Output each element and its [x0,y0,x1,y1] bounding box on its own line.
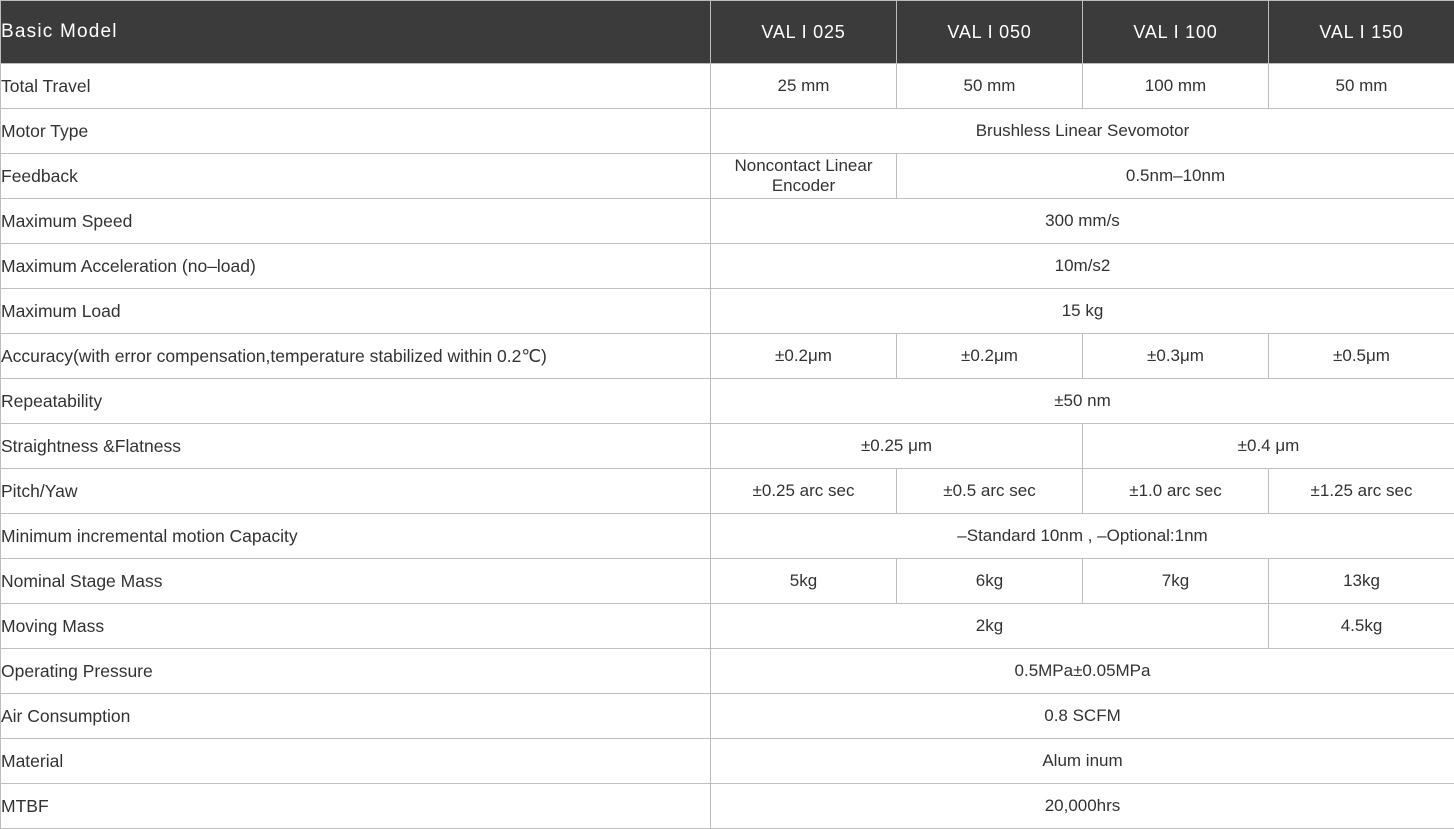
header-model-2: VAL I 100 [1083,1,1269,64]
row-label: Accuracy(with error compensation,temperature stabilized within 0.2℃) [1,334,711,379]
row-value: 300 mm/s [711,199,1454,244]
table-row [1,469,1454,514]
row-label: Material [1,739,711,784]
row-label: Repeatability [1,379,711,424]
row-label: Air Consumption [1,694,711,739]
row-label: Pitch/Yaw [1,469,711,514]
row-value: ±0.25 arc sec [711,469,897,514]
row-value: 6kg [897,559,1083,604]
table-row [1,784,1454,829]
row-value: 0.5MPa±0.05MPa [711,649,1454,694]
table-row [1,244,1454,289]
row-label: Maximum Speed [1,199,711,244]
table-row [1,649,1454,694]
row-value: 2kg [711,604,1269,649]
row-value: ±1.25 arc sec [1269,469,1454,514]
table-row [1,109,1454,154]
table-row [1,559,1454,604]
row-value: 0.5nm–10nm [897,154,1454,199]
row-value: 0.8 SCFM [711,694,1454,739]
table-body [1,64,1454,829]
row-value: ±0.2μm [711,334,897,379]
table-row [1,739,1454,784]
row-value: 5kg [711,559,897,604]
row-value: 50 mm [897,64,1083,109]
table-row [1,334,1454,379]
table-row [1,604,1454,649]
table-row [1,154,1454,199]
row-value: Alum inum [711,739,1454,784]
row-label: Minimum incremental motion Capacity [1,514,711,559]
row-label: Nominal Stage Mass [1,559,711,604]
row-sublabel: Noncontact Linear Encoder [711,154,897,199]
row-value: 100 mm [1083,64,1269,109]
row-value: 50 mm [1269,64,1454,109]
table-row [1,514,1454,559]
row-label: Total Travel [1,64,711,109]
row-label: MTBF [1,784,711,829]
row-value: 13kg [1269,559,1454,604]
row-label: Feedback [1,154,711,199]
row-value: 4.5kg [1269,604,1454,649]
table-row [1,64,1454,109]
row-value: ±0.5 arc sec [897,469,1083,514]
row-value: ±50 nm [711,379,1454,424]
row-value: 7kg [1083,559,1269,604]
row-value: –Standard 10nm , –Optional:1nm [711,514,1454,559]
row-value: Brushless Linear Sevomotor [711,109,1454,154]
table-row [1,199,1454,244]
row-value: ±0.5μm [1269,334,1454,379]
row-value: ±0.25 μm [711,424,1083,469]
header-model-0: VAL I 025 [711,1,897,64]
header-model-1: VAL I 050 [897,1,1083,64]
table-row [1,424,1454,469]
row-label: Straightness &Flatness [1,424,711,469]
row-label: Operating Pressure [1,649,711,694]
row-value: ±0.4 μm [1083,424,1454,469]
row-value: 15 kg [711,289,1454,334]
table-header [1,1,1454,64]
row-value: ±0.2μm [897,334,1083,379]
header-model-3: VAL I 150 [1269,1,1454,64]
row-value: ±0.3μm [1083,334,1269,379]
table-row [1,379,1454,424]
row-value: 10m/s2 [711,244,1454,289]
table-row [1,289,1454,334]
table-row [1,694,1454,739]
row-value: ±1.0 arc sec [1083,469,1269,514]
row-value: 20,000hrs [711,784,1454,829]
row-value: 25 mm [711,64,897,109]
header-basic-model: Basic Model [1,1,711,64]
row-label: Maximum Acceleration (no–load) [1,244,711,289]
row-label: Maximum Load [1,289,711,334]
row-label: Moving Mass [1,604,711,649]
header-row [1,1,1454,64]
row-label: Motor Type [1,109,711,154]
